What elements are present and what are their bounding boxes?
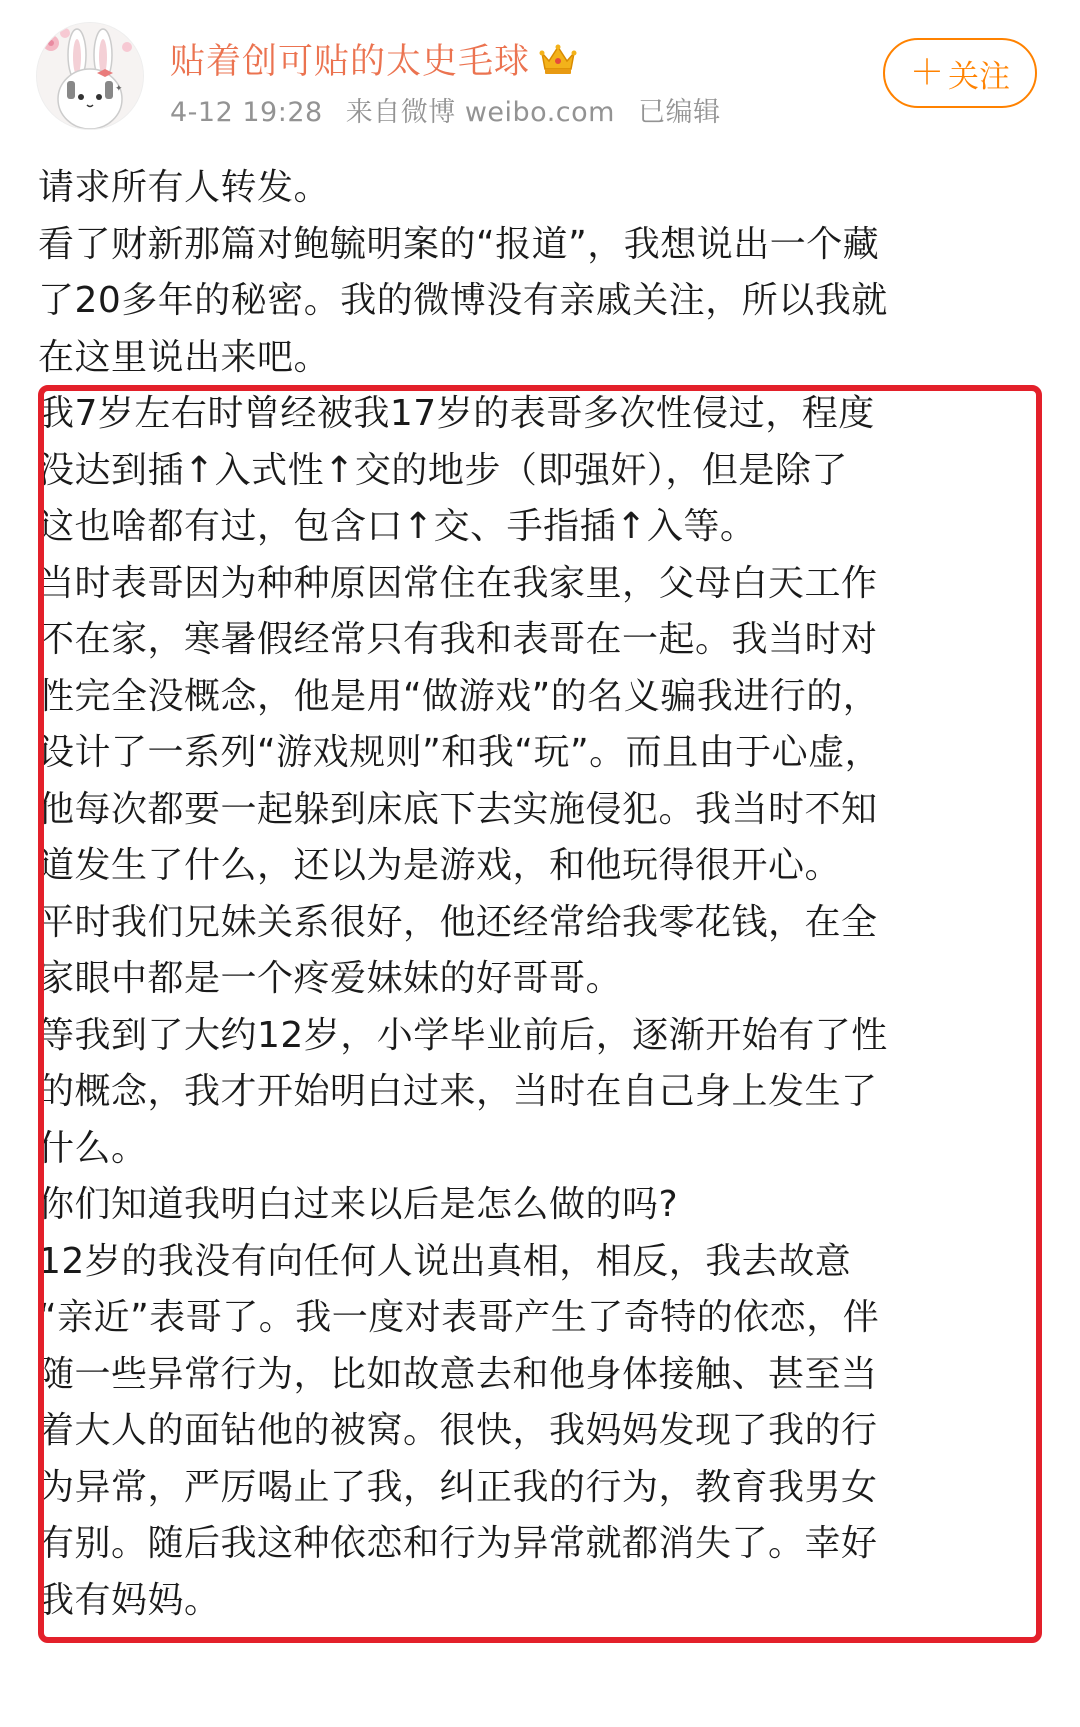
post-line: 随一些异常行为，比如故意去和他身体接触、甚至当 <box>38 1353 878 1395</box>
post-content <box>38 160 1058 1629</box>
svg-text:✦: ✦ <box>115 84 123 94</box>
vip-crown-icon[interactable] <box>538 39 578 79</box>
post-line: 设计了一系列“游戏规则”和我“玩”。而且由于心虚， <box>38 732 882 773</box>
edited-label[interactable]: 已编辑 <box>638 97 721 128</box>
post-line: 道发生了什么，还以为是游戏，和他玩得很开心。 <box>38 845 842 886</box>
plus-icon: ＋ <box>910 53 944 93</box>
post-line: 性完全没概念，他是用“做游戏”的名义骗我进行的， <box>38 675 880 717</box>
follow-button[interactable] <box>883 38 1037 108</box>
post-meta <box>170 90 735 129</box>
post-line: 有别。随后我这种依恋和行为异常就都消失了。幸好 <box>38 1523 878 1564</box>
post-header <box>0 0 1080 150</box>
username[interactable]: 贴着创可贴的太史毛球 <box>170 42 531 82</box>
post-line: 我有妈妈。 <box>38 1579 221 1621</box>
post-line: 什么。 <box>38 1127 148 1169</box>
post-line: 着大人的面钻他的被窝。很快，我妈妈发现了我的行 <box>38 1410 878 1451</box>
post-line: 他每次都要一起躲到床底下去实施侵犯。我当时不知 <box>38 788 878 830</box>
bunny-avatar-icon <box>37 23 143 129</box>
post-line: 这也啥都有过，包含口↑交、手指插↑入等。 <box>38 506 757 547</box>
post-line: 不在家，寒暑假经常只有我和表哥在一起。我当时对 <box>38 619 878 660</box>
post-line: “亲近”表哥了。我一度对表哥产生了奇特的依恋，伴 <box>38 1297 880 1338</box>
username-row <box>170 36 578 82</box>
post-time: 4-12 19:28 <box>170 97 323 128</box>
post-line: 平时我们兄妹关系很好，他还经常给我零花钱，在全 <box>38 901 878 943</box>
post-line: 当时表哥因为种种原因常住在我家里，父母白天工作 <box>38 562 878 604</box>
user-avatar[interactable] <box>36 22 144 130</box>
post-line: 的概念，我才开始明白过来，当时在自己身上发生了 <box>38 1071 878 1112</box>
post-line: 我7岁左右时曾经被我17岁的表哥多次性侵过，程度 <box>38 393 875 434</box>
post-line: 等我到了大约12岁，小学毕业前后，逐渐开始有了性 <box>38 1014 888 1056</box>
post-line: 没达到插↑入式性↑交的地步（即强奸），但是除了 <box>38 449 848 491</box>
post-line: 12岁的我没有向任何人说出真相，相反，我去故意 <box>38 1240 852 1282</box>
post-line: 看了财新那篇对鲍毓明案的“报道”，我想说出一个藏 <box>38 223 880 265</box>
post-line: 了20多年的秘密。我的微博没有亲戚关注，所以我就 <box>38 280 888 321</box>
follow-label: 关注 <box>948 58 1010 95</box>
post-line: 为异常，严厉喝止了我，纠正我的行为，教育我男女 <box>38 1466 878 1508</box>
post-source: 来自微博 weibo.com <box>345 97 615 128</box>
post-line: 请求所有人转发。 <box>38 167 331 208</box>
post-line: 家眼中都是一个疼爱妹妹的好哥哥。 <box>38 958 623 999</box>
post-line: 你们知道我明白过来以后是怎么做的吗? <box>38 1184 679 1225</box>
post-line: 在这里说出来吧。 <box>38 336 331 378</box>
